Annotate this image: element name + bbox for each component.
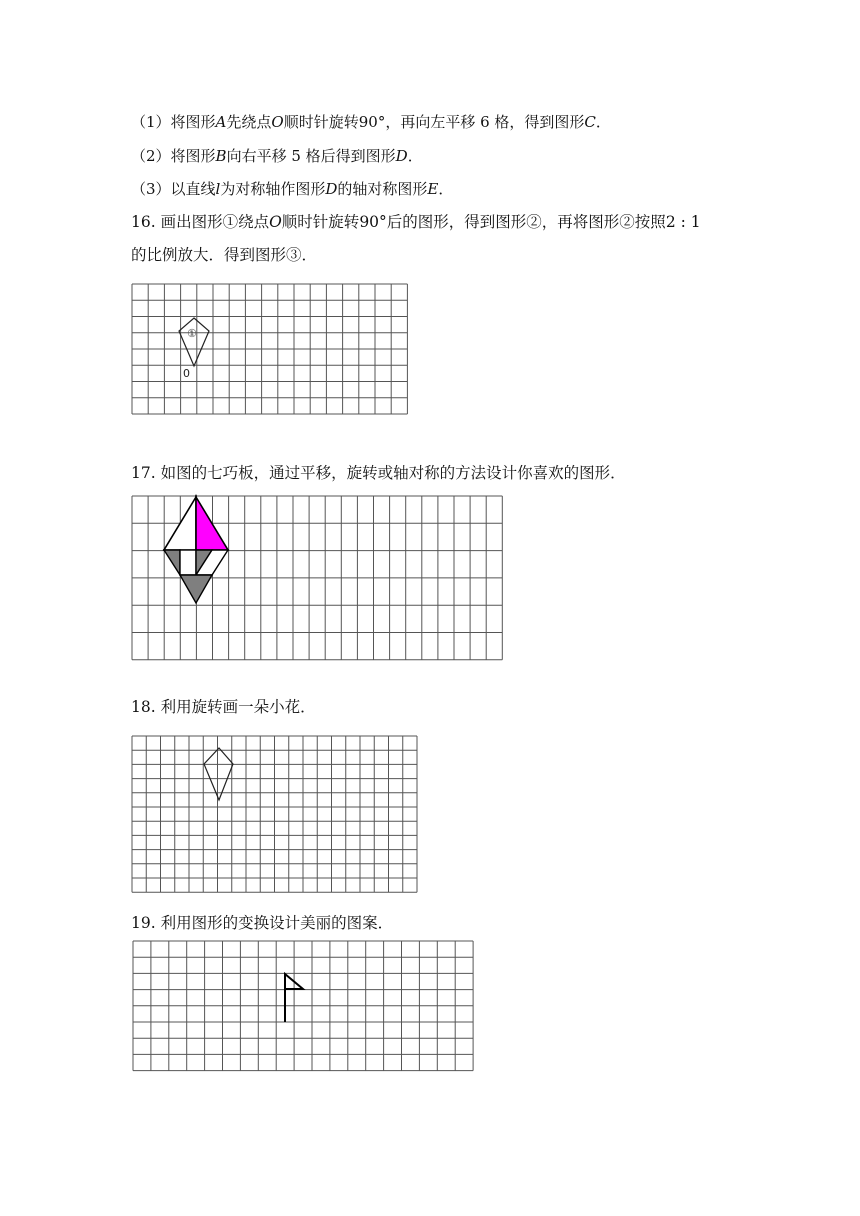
text: 顺时针旋转	[283, 113, 359, 131]
text: ．	[595, 113, 611, 131]
var-c: C	[584, 113, 596, 131]
point-o-label: 0	[183, 367, 190, 380]
text: 的轴对称图形	[337, 180, 428, 198]
text: （1）将图形	[131, 113, 216, 131]
text: ．	[438, 180, 454, 198]
var-o: O	[269, 213, 282, 231]
text: （3）以直线	[131, 180, 216, 198]
text: （2）将图形	[131, 147, 216, 165]
question-18: 18. 利用旋转画一朵小花．	[131, 698, 316, 716]
text: ．	[407, 147, 423, 165]
angle: 90°	[359, 213, 387, 231]
ratio: 2 : 1	[665, 213, 701, 231]
var-d: D	[325, 180, 338, 198]
var-l: l	[215, 180, 221, 198]
question-17: 17. 如图的七巧板，通过平移，旋转或轴对称的方法设计你喜欢的图形．	[131, 464, 626, 482]
text: 为对称轴作图形	[220, 180, 326, 198]
var-e: E	[427, 180, 439, 198]
text: 先绕点	[226, 113, 272, 131]
text: 向右平移 5 格后得到图形	[226, 147, 396, 165]
var-b: B	[215, 147, 227, 165]
var-a: A	[215, 113, 227, 131]
figure-1-label: ①	[187, 327, 197, 340]
var-o: O	[271, 113, 284, 131]
question-19: 19. 利用图形的变换设计美丽的图案．	[131, 914, 394, 932]
question-16-line-2: 的比例放大．得到图形③．	[131, 246, 318, 264]
text: 后的图形，得到图形②，再将图形②按照	[386, 213, 666, 231]
text: ，再向左平移 6 格，得到图形	[385, 113, 585, 131]
angle: 90°	[358, 113, 386, 131]
text: 16. 画出图形①绕点	[131, 213, 270, 231]
text: 顺时针旋转	[281, 213, 360, 231]
var-d: D	[395, 147, 408, 165]
